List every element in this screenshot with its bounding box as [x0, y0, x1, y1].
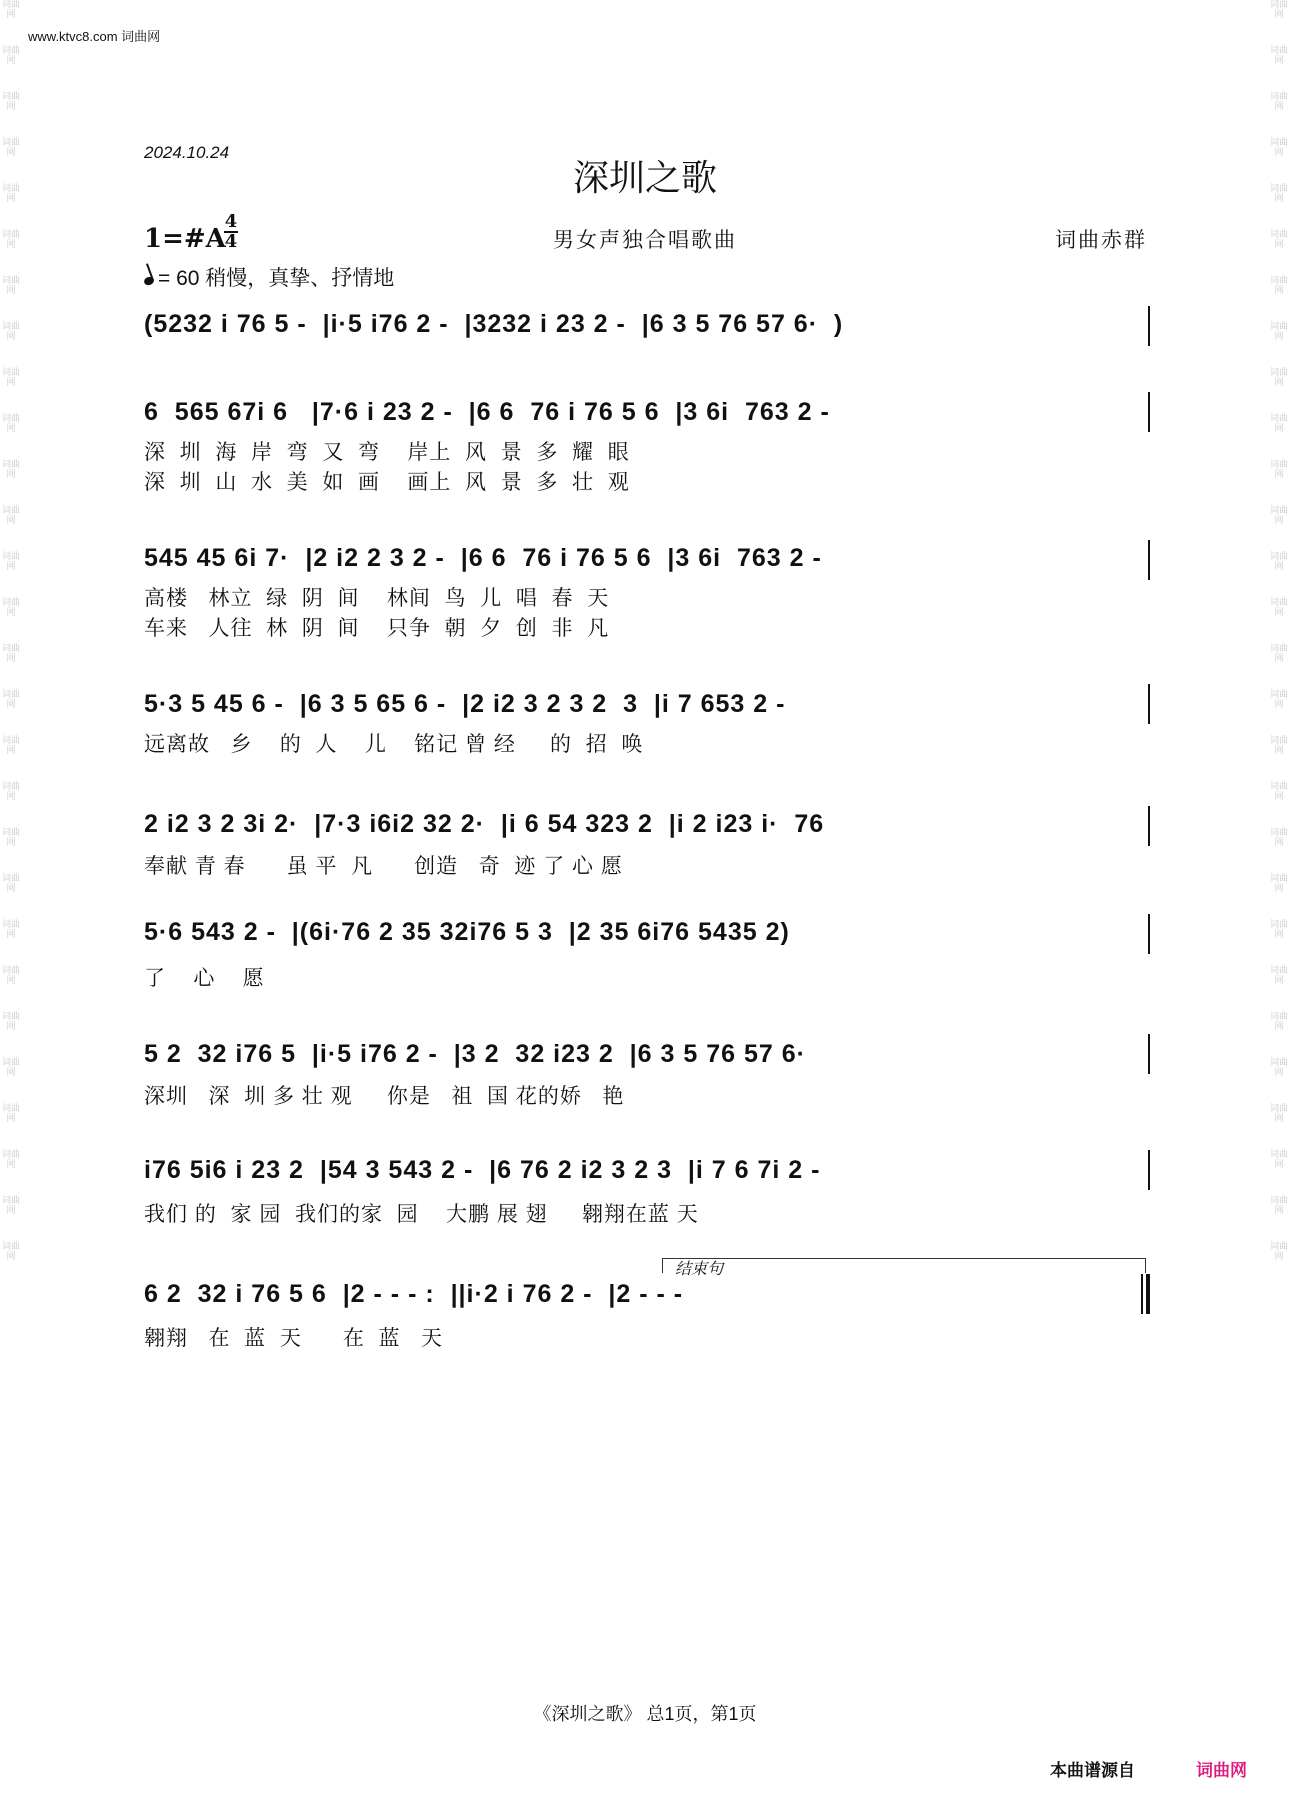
song-title: 深圳之歌 — [572, 157, 717, 198]
lyric-line-6: 了 心 愿 — [144, 967, 265, 990]
source-label: 本曲谱源自 — [1050, 1761, 1135, 1780]
song-subtitle: 男女声独合唱歌曲 — [553, 228, 737, 252]
lyric-line-8: 我们 的 家 园 我们的家 园 大鹏 展 翅 翱翔在蓝 天 — [144, 1203, 699, 1226]
ending-bracket — [662, 1258, 1146, 1273]
notation-line-9: 6 2 32 i 76 5 6 |2 - - - : ||i·2 i 76 2 - |2 - - - — [144, 1280, 684, 1308]
notation-line-8: i76 5i6 i 23 2 |54 3 543 2 - |6 76 2 i2 3 2 3 |i 7 6 7i 2 - — [144, 1156, 821, 1184]
barline — [1148, 914, 1150, 954]
notation-line-5: 2 i2 3 2 3i 2· |7·3 i6i2 32 2· |i 6 54 323 2 |i 2 i23 i· 76 — [144, 810, 825, 838]
lyric-line-9: 翱翔 在 蓝 天 在 蓝 天 — [144, 1327, 444, 1350]
score-date: 2024.10.24 — [144, 143, 230, 162]
ending-label: 结束句 — [675, 1261, 724, 1278]
brand-logo: 词曲网 — [1196, 1761, 1247, 1780]
tempo-text: = 60 稍慢，真挚、抒情地 — [158, 267, 395, 290]
notation-line-3: 545 45 6i 7· |2 i2 2 3 2 - |6 6 76 i 76 5 6 |3 6i 763 2 - — [144, 544, 822, 572]
key-signature: 1=#A — [144, 224, 226, 254]
barline — [1148, 540, 1150, 580]
composer-credit: 词曲赤群 — [1055, 228, 1147, 252]
barline — [1148, 1150, 1150, 1190]
notation-line-4: 5·3 5 45 6 - |6 3 5 65 6 - |2 i2 3 2 3 2 3 |i 7 653 2 - — [144, 690, 786, 718]
notation-line-6: 5·6 543 2 - |(6i·76 2 35 32i76 5 3 |2 35 6i76 5435 2) — [144, 918, 790, 946]
barline — [1148, 1034, 1150, 1074]
notation-line-2: 6 565 67i 6 |7·6 i 23 2 - |6 6 76 i 76 5 6 |3 6i 763 2 - — [144, 398, 830, 426]
lyric-line-5: 奉献 青 春 虽 平 凡 创造 奇 迹 了 心 愿 — [144, 855, 623, 878]
time-sig-bottom: 4 — [224, 231, 238, 252]
tempo-marking — [144, 262, 394, 292]
barline — [1148, 806, 1150, 846]
watermark-right: 词曲网 词曲网 词曲网 词曲网 词曲网 词曲网 词曲网 词曲网 词曲网 词曲网 词曲网 词曲网 词曲网 词曲网 词曲网 词曲网 词曲网 词曲网 词曲网 词曲网 词曲网 词曲网 词曲网 词曲网 词曲网 词曲网 词曲网 词曲网 — [1270, 0, 1288, 1262]
barline — [1148, 392, 1150, 432]
barline — [1148, 684, 1150, 724]
lyric-line-7: 深圳 深 圳 多 壮 观 你是 祖 国 花的娇 艳 — [144, 1085, 625, 1108]
notation-line-7: 5 2 32 i76 5 |i·5 i76 2 - |3 2 32 i23 2 |6 3 5 76 57 6· — [144, 1040, 806, 1068]
barline — [1148, 306, 1150, 346]
lyric-line-3a: 高楼 林立 绿 阴 间 林间 鸟 儿 唱 春 天 — [144, 587, 610, 610]
quarter-note-icon — [143, 276, 155, 287]
page-footer: 《深圳之歌》 总1页，第1页 — [533, 1704, 757, 1724]
time-sig-top: 4 — [224, 211, 238, 232]
final-barline-thin — [1141, 1274, 1143, 1314]
lyric-line-4: 远离故 乡 的 人 儿 铭记 曾 经 的 招 唤 — [144, 733, 644, 756]
final-barline-thick — [1146, 1274, 1150, 1314]
notation-line-1: (5232 i 76 5 - |i·5 i76 2 - |3232 i 23 2 - |6 3 5 76 57 6· ) — [144, 310, 844, 338]
site-url: www.ktvc8.com 词曲网 — [28, 29, 161, 44]
watermark-left: 词曲网 词曲网 词曲网 词曲网 词曲网 词曲网 词曲网 词曲网 词曲网 词曲网 词曲网 词曲网 词曲网 词曲网 词曲网 词曲网 词曲网 词曲网 词曲网 词曲网 词曲网 词曲网 词曲网 词曲网 词曲网 词曲网 词曲网 词曲网 — [2, 0, 20, 1262]
lyric-line-3b: 车来 人往 林 阴 间 只争 朝 夕 创 非 凡 — [144, 617, 610, 640]
lyric-line-2b: 深 圳 山 水 美 如 画 画上 风 景 多 壮 观 — [144, 471, 630, 494]
lyric-line-2a: 深 圳 海 岸 弯 又 弯 岸上 风 景 多 耀 眼 — [144, 441, 630, 464]
